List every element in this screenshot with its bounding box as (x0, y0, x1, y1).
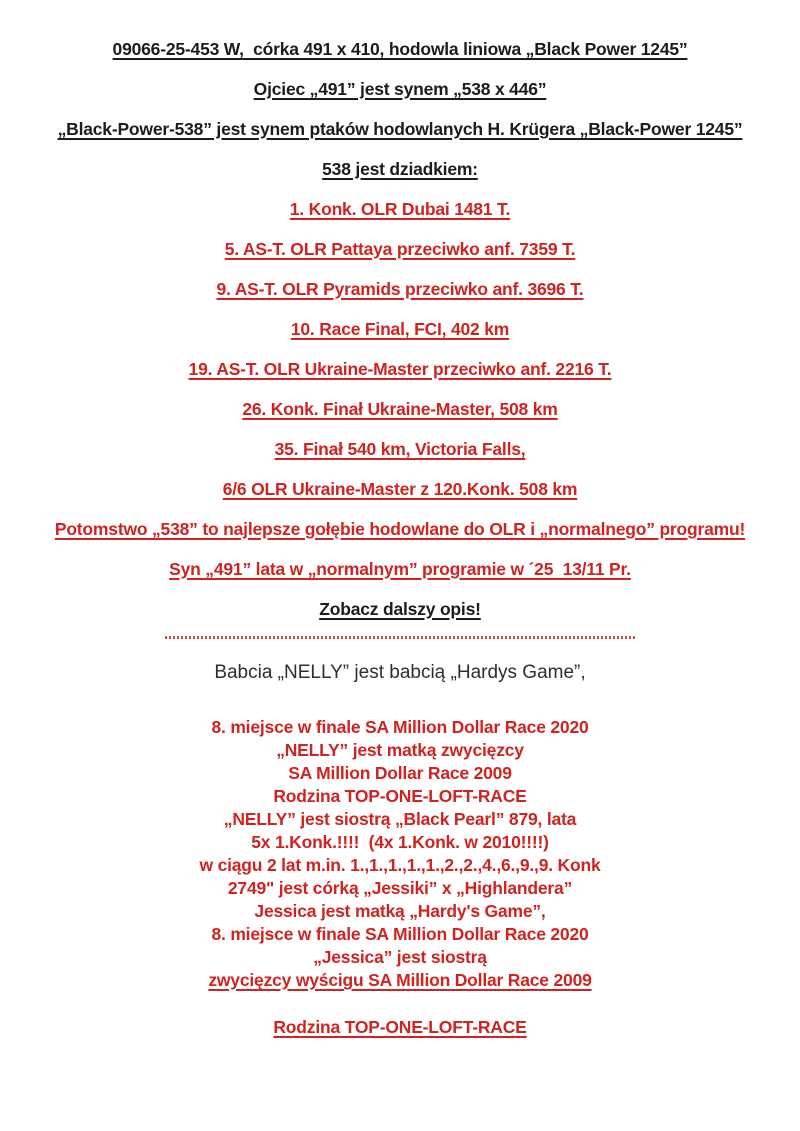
achievement-line: 19. AS-T. OLR Ukraine-Master przeciwko anf. 2216 T. (188, 358, 612, 379)
pedigree-line: 8. miejsce w finale SA Million Dollar Race 2020 (211, 924, 589, 944)
title-line: 09066-25-453 W, córka 491 x 410, hodowla liniowa „Black Power 1245” (112, 38, 688, 59)
achievement-line: 9. AS-T. OLR Pyramids przeciwko anf. 3696 T. (216, 278, 584, 299)
pedigree-line: „Jessica” jest siostrą (313, 947, 487, 967)
pedigree-line: 2749" jest córką „Jessiki” x „Highlandera” (227, 878, 573, 898)
achievement-line: 35. Finał 540 km, Victoria Falls, (274, 438, 526, 459)
title-line: 538 jest dziadkiem: (322, 158, 478, 179)
achievement-line: 10. Race Final, FCI, 402 km (290, 318, 510, 339)
grandma-note: Babcia „NELLY” jest babcią „Hardys Game”, (214, 662, 586, 683)
pedigree-line: 5x 1.Konk.!!!! (4x 1.Konk. w 2010!!!!) (251, 832, 549, 852)
pedigree-line: w ciągu 2 lat m.in. 1.,1.,1.,1.,1.,2.,2.,4.,6.,9.,9. Konk (199, 855, 601, 875)
achievement-line: Potomstwo „538” to najlepsze gołębie hodowlane do OLR i „normalnego” programu! (54, 518, 746, 539)
title-line: Ojciec „491” jest synem „538 x 446” (253, 78, 547, 99)
winner-line: zwycięzcy wyścigu SA Million Dollar Race 2009 (208, 970, 592, 990)
achievement-line: 5. AS-T. OLR Pattaya przeciwko anf. 7359 T. (224, 238, 576, 259)
achievement-line: 6/6 OLR Ukraine-Master z 120.Konk. 508 km (222, 478, 578, 499)
pedigree-block (0, 716, 800, 992)
pedigree-line: SA Million Dollar Race 2009 (288, 763, 512, 783)
title-line: „Black-Power-538” jest synem ptaków hodowlanych H. Krügera „Black-Power 1245” (57, 118, 743, 139)
achievement-line: 1. Konk. OLR Dubai 1481 T. (289, 198, 511, 219)
pedigree-line: „NELLY” jest siostrą „Black Pearl” 879, lata (223, 809, 577, 829)
achievement-line: Syn „491” lata w „normalnym” programie w ´25 13/11 Pr. (169, 558, 631, 579)
pedigree-line: 8. miejsce w finale SA Million Dollar Race 2020 (211, 717, 589, 737)
pedigree-line: „NELLY” jest matką zwycięzcy (276, 740, 524, 760)
see-more-line: Zobacz dalszy opis! (319, 598, 481, 619)
pedigree-line: Jessica jest matką „Hardy's Game”, (254, 901, 546, 921)
family-line: Rodzina TOP-ONE-LOFT-RACE (273, 1017, 527, 1037)
achievement-line: 26. Konk. Finał Ukraine-Master, 508 km (242, 398, 558, 419)
dashed-separator (165, 636, 635, 639)
pedigree-line: Rodzina TOP-ONE-LOFT-RACE (273, 786, 527, 806)
